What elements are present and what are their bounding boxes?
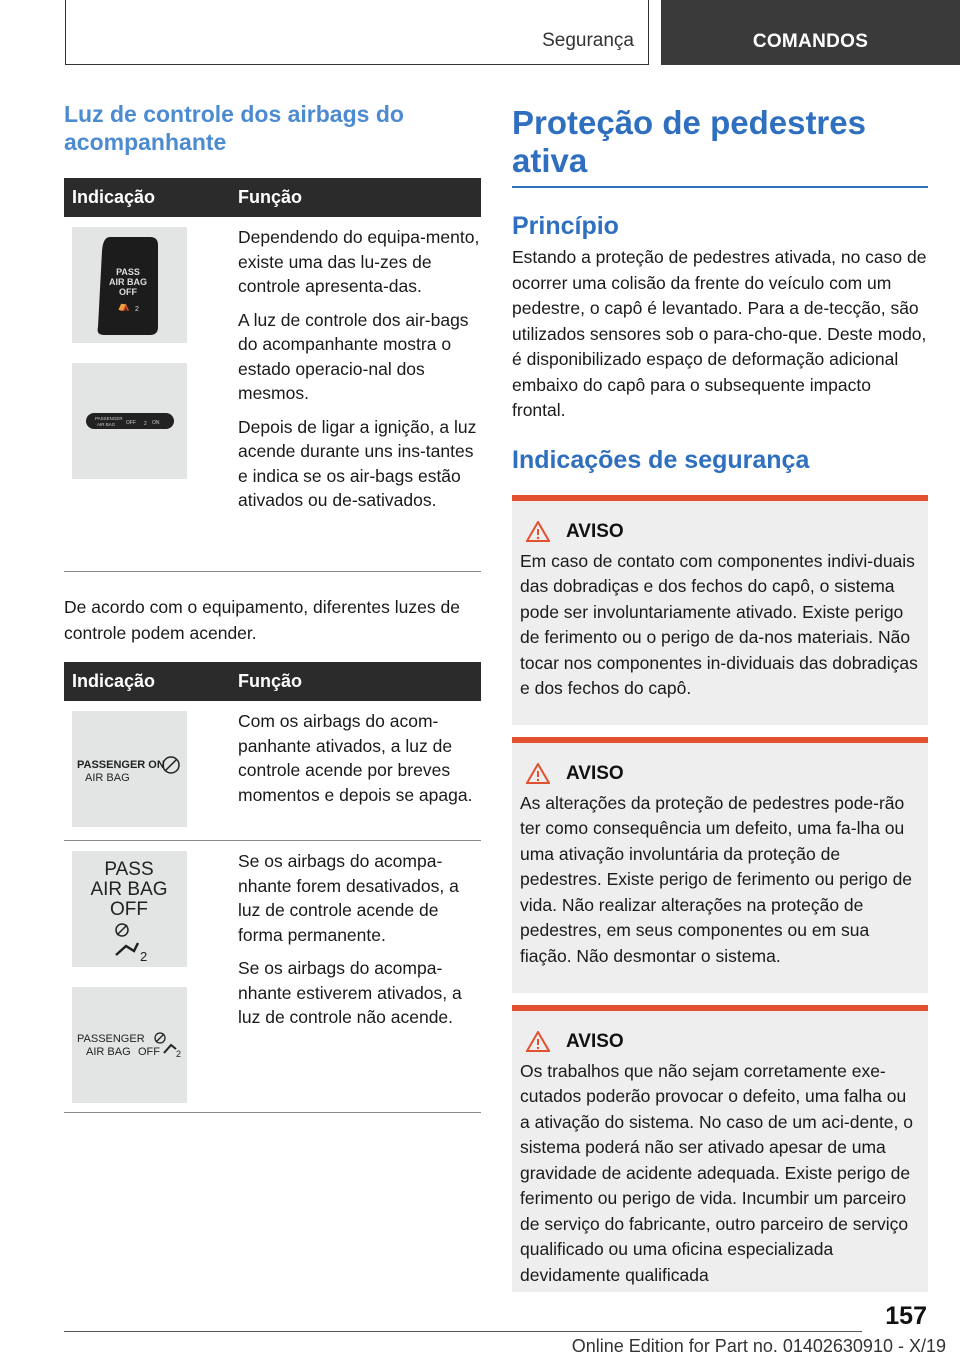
table2-row1-image-col — [64, 701, 238, 840]
warning-box-2 — [512, 737, 928, 993]
warning-3-text: Os trabalhos que não sejam corretamente exe-cutados poderão provocar o defeito, uma falha ou a ativação do sistema. No caso de um aci-dente, o sistema poderá não ser ativado apesar de uma gravidade de acidente adequada. Existe perigo de ferimento ou perigo de vida. Incumbir um parceiro de serviço do fabricante, outro parceiro de serviço qualificado ou uma oficina especializada devidamente qualificada — [520, 1060, 913, 1285]
table2-col-indicacao: Indicação — [72, 671, 156, 691]
table1-para3: Depois de ligar a ignição, a luz acende durante uns ins-tantes e indica se os air-bags estão ativados ou de-sativados. — [238, 416, 477, 510]
off-line2: AIR BAG — [90, 879, 168, 900]
table2-row-active — [64, 701, 481, 841]
img1-num: 2 — [135, 306, 139, 313]
pass-airbag-off-button-image — [72, 227, 187, 343]
passenger-on-graphic — [72, 711, 187, 827]
table2-header — [64, 662, 481, 701]
airbag-light-heading: Luz de controle dos airbags do acompanhante — [64, 101, 404, 155]
warning-box-3 — [512, 1005, 928, 1292]
passenger-off-num: 2 — [176, 1049, 182, 1059]
passenger-on-line1: PASSENGER ON — [77, 759, 165, 771]
warning-2-text: As alterações da proteção de pedestres pode-rão ter como consequência um defeito, uma fa-lha ou uma ativação involuntária da proteção de pedestres. Existe perigo de ferimento ou perigo de vida. Não realizar alterações na proteção de pedestres, em seus componentes ou em sua fiação. Não desmontar o sistema. — [520, 792, 913, 966]
strip-on: ON — [152, 420, 160, 426]
warning-triangle-icon — [526, 763, 550, 784]
table2-row1-text-col — [238, 701, 481, 840]
title-rule — [512, 186, 928, 188]
img1-line3: OFF — [119, 287, 137, 297]
warning-3-label: AVISO — [566, 1030, 624, 1052]
table1-col-indicacao: Indicação — [72, 187, 156, 207]
warning-3-title — [520, 1031, 920, 1053]
table2-row2-image-col — [64, 841, 238, 1112]
table2-row2-text-col — [238, 841, 481, 1112]
passenger-airbag-strip-image — [72, 363, 187, 479]
table1-para1: Dependendo do equipa-mento, existe uma das lu-zes de controle apresenta-das. — [238, 227, 480, 296]
footer-edition: Online Edition for Part no. 01402630910 - X/19 — [571, 1336, 946, 1356]
safety-heading: Indicações de segurança — [512, 445, 810, 474]
table2-row2-text2: Se os airbags do acompa-nhante estiverem ativados, a luz de controle não acende. — [238, 958, 462, 1027]
seat-person-icon: ⛺ — [117, 301, 131, 312]
passenger-airbag-off-image — [72, 987, 187, 1103]
passenger-on-line2: AIR BAG — [85, 772, 130, 784]
between-tables-text: De acordo com o equipamento, diferentes luzes de controle podem acender. — [64, 597, 460, 643]
warning-2-title — [520, 763, 920, 785]
footer-rule — [64, 1331, 862, 1332]
pedestrian-protection-title: Proteção de pedestres ativa — [512, 104, 866, 179]
table1-text — [238, 217, 481, 571]
warning-2-label: AVISO — [566, 762, 624, 784]
table1-header — [64, 178, 481, 217]
page-number: 157 — [885, 1302, 927, 1330]
table1-col-funcao: Função — [238, 187, 303, 207]
table2-row-deactivated — [64, 841, 481, 1113]
header-chapter-tab: COMANDOS — [661, 0, 960, 65]
airbag-button-graphic — [72, 227, 187, 343]
header-section-title: Segurança — [542, 30, 634, 51]
table2-row1-text: Com os airbags do acom-panhante ativados, a luz de controle acende por breves momentos e depois se apaga. — [238, 711, 473, 805]
passenger-off-label: OFF — [138, 1046, 160, 1058]
off-num: 2 — [140, 949, 148, 964]
seat-person-small-icon — [164, 1045, 176, 1053]
passenger-on-image — [72, 711, 187, 827]
table1-row — [64, 217, 481, 572]
principle-heading: Princípio — [512, 212, 619, 240]
principle-text: Estando a proteção de pedestres ativada, no caso de ocorrer uma colisão da frente do veículo com um pedestre, o capô é levantado. Para a de-tecção, são utilizados sensores sob o para-cho-que. Deste modo, é disponibilizado espaço de deformação adicional embaixo do capô para o subsequente impacto frontal. — [512, 247, 927, 420]
seated-person-icon — [116, 943, 138, 955]
off-line3: OFF — [110, 899, 148, 920]
warning-1-text: Em caso de contato com componentes indivi-duais das dobradiças e dos fechos do capô, o sistema pode ser involuntariamente ativado. Existe perigo de ferimento ou o perigo de da-nos materiais. Não tocar nos componentes in-dividuais das dobradiças e dos fechos do capô. — [520, 550, 918, 698]
passenger-off-line1: PASSENGER — [77, 1033, 145, 1045]
off-line1: PASS — [104, 859, 154, 880]
table1-para2: A luz de controle dos air-bags do acompanhante mostra o estado operacio-nal dos mesmos. — [238, 309, 469, 403]
pass-airbag-off-graphic — [72, 851, 187, 967]
strip-label1: PASSENGER — [95, 416, 123, 421]
table1-images — [64, 217, 238, 571]
passenger-off-graphic — [72, 987, 187, 1103]
img1-line2: AIR BAG — [109, 277, 147, 287]
pass-airbag-off-image — [72, 851, 187, 967]
right-column — [512, 100, 928, 1292]
img1-line1: PASS — [116, 267, 140, 277]
warning-box-1 — [512, 495, 928, 725]
warning-1-title — [520, 521, 920, 543]
passenger-off-line2: AIR BAG — [86, 1046, 131, 1058]
table2-col-funcao: Função — [238, 671, 303, 691]
airbag-strip-graphic — [72, 363, 187, 479]
warning-1-label: AVISO — [566, 520, 624, 542]
warning-triangle-icon — [526, 521, 550, 542]
left-column — [64, 100, 481, 1113]
warning-triangle-icon — [526, 1031, 550, 1052]
strip-off: OFF — [126, 420, 136, 426]
header-section-box — [65, 0, 649, 65]
table2-row2-text1: Se os airbags do acompa-nhante forem desativados, a luz de controle acende de forma permanente. — [238, 851, 459, 945]
strip-label2: AIR BAG — [97, 422, 116, 427]
strip-num: 2 — [144, 421, 147, 427]
